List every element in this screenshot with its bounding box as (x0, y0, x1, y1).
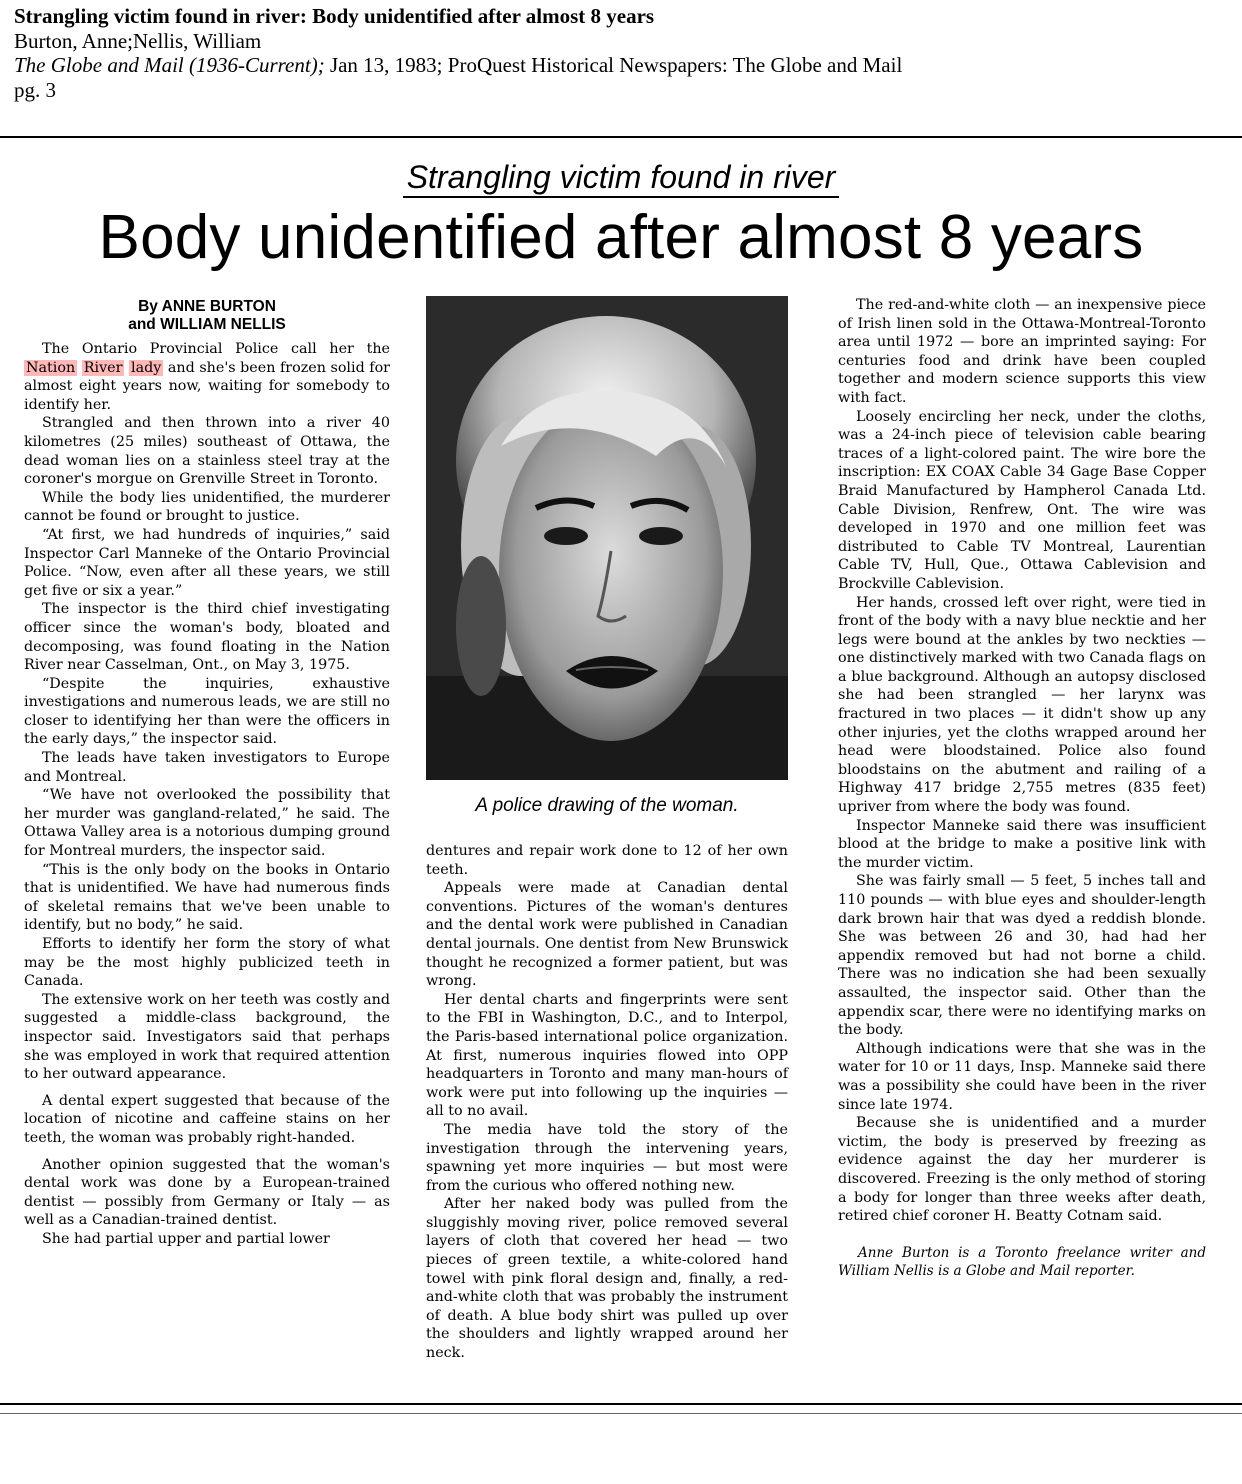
article-column-1 (24, 298, 390, 1249)
kicker-text: Strangling victim found in river (403, 159, 840, 198)
citation-page: pg. 3 (14, 77, 56, 102)
headline: Body unidentified after almost 8 years (98, 203, 1144, 272)
paragraph: The leads have taken investigators to Europe and Montreal. (24, 750, 390, 785)
paragraph: Appeals were made at Canadian dental conventions. Pictures of the woman's dentures and the dental work were published in Canadian dental journals. One dentist from New Brunswick thought he recognized a former patient, but was wrong. (426, 880, 788, 990)
paragraph: Her hands, crossed left over right, were tied in front of the body with a navy blue necktie and her legs were bound at the ankles by two neckties — one distinctively marked with two Canada flags on a blue background. Although an autopsy disclosed she had been strangled — her larynx was fractured in two places — it didn't show up any other injuries, yet the cloths wrapped around her head were bloodstained. Police also found bloodstains on the abutment and railing of a Highway 417 bridge 2,755 metres (835 feet) upriver from where the body was found. (838, 594, 1206, 816)
byline-author-2: and WILLIAM NELLIS (128, 316, 286, 333)
police-drawing-portrait (426, 296, 788, 780)
paragraph: Another opinion suggested that the woman's dental work was done by a European-trained dentist — possibly from Germany or Italy — as well as a Canadian-trained dentist. (24, 1156, 390, 1229)
bottom-divider-secondary (0, 1413, 1242, 1414)
citation-source (14, 53, 1224, 78)
lead-before: The Ontario Provincial Police call her the (42, 341, 390, 357)
article-column-3 (838, 296, 1206, 1280)
paragraph: Although indications were that she was in the water for 10 or 11 days, Insp. Manneke said there was a possibility she could have been in the river since late 1974. (838, 1040, 1206, 1113)
paragraph: “Despite the inquiries, exhaustive investigations and numerous leads, we are still no closer to identifying her than were the officers in the early days,” the inspector said. (24, 675, 390, 748)
paragraph: “We have not overlooked the possibility that her murder was gangland-related,” he said. The Ottawa Valley area is a notorious dumping ground for Montreal murders, the inspector said. (24, 787, 390, 860)
paragraph: Strangled and then thrown into a river 40 kilometres (25 miles) southeast of Ottawa, the dead woman lies on a stainless steel tray at the coroner's morgue on Grenville Street in Toronto. (24, 415, 390, 488)
paragraph: The red-and-white cloth — an inexpensive piece of Irish linen sold in the Ottawa-Montreal-Toronto area until 1972 — bore an imprinted saying: For centuries food and drink have been coupled together and modern science supports this view with fact. (838, 297, 1206, 406)
paragraph: She had partial upper and partial lower (42, 1230, 330, 1247)
paragraph: After her naked body was pulled from the sluggishly moving river, police removed several layers of cloth that covered her head — two pieces of green textile, a white-colored hand towel with pink floral design and, finally, a red-and-white cloth that was probably the instrument of death. A blue body shirt was pulled up over the shoulders and lightly wrapped around her neck. (426, 1196, 788, 1362)
citation-title: Strangling victim found in river: Body unidentified after almost 8 years (14, 4, 655, 28)
lead-after: and she's been frozen solid for almost eight years now, waiting for somebody to identify her. (24, 359, 391, 413)
police-drawing-image (426, 296, 788, 780)
citation-details: Jan 13, 1983; ProQuest Historical Newspapers: The Globe and Mail (324, 53, 903, 77)
lead-paragraph (24, 340, 390, 414)
byline (24, 298, 390, 334)
author-credit: Anne Burton is a Toronto freelance writer and William Nellis is a Globe and Mail reporter. (838, 1244, 1206, 1279)
highlight-nation: Nation (26, 359, 76, 376)
citation-block (14, 4, 1224, 102)
paragraph: The media have told the story of the investigation through the intervening years, spawning yet more inquiries — but most were from the curious who offered nothing new. (426, 1121, 788, 1194)
citation-publication: The Globe and Mail (1936-Current); (14, 53, 325, 77)
paragraph: “At first, we had hundreds of inquiries,” said Inspector Carl Manneke of the Ontario Provincial Police. “Now, even after all these years, we still get five or six a year.” (24, 526, 390, 599)
highlight-river: River (83, 359, 123, 376)
paragraph: Because she is unidentified and a murder victim, the body is preserved by freezing as evidence against the day her murderer is discovered. Freezing is the only method of storing a body for longer than three weeks after death, retired chief coroner H. Beatty Cotnam said. (838, 1115, 1206, 1225)
paragraph: Loosely encircling her neck, under the cloths, was a 24-inch piece of television cable bearing traces of a light-colored paint. The wire bore the inscription: EX COAX Cable 34 Gage Base Copper Braid Manufactured by Hampherol Canada Ltd. Cable Division, Renfrew, Ont. The wire was developed in 1970 and one million feet was distributed to Cable TV Montreal, Laurentian Cable TV, Hull, Que., Ottawa Cablevision and Brockville Cablevision. (838, 408, 1206, 592)
paragraph: She was fairly small — 5 feet, 5 inches tall and 110 pounds — with blue eyes and shoulder-length dark brown hair that was dyed a reddish blonde. She was between 26 and 30, had had her appendix removed but had not borne a child. There was no indication she had been sexually assaulted, the inspector said. Other than the appendix scar, there were no identifying marks on the body. (838, 873, 1206, 1039)
paragraph: While the body lies unidentified, the murderer cannot be found or brought to justice. (24, 489, 390, 525)
paragraph: Efforts to identify her form the story of what may be the most highly publicized teeth in Canada. (24, 936, 390, 990)
paragraph: The inspector is the third chief investigating officer since the woman's body, bloated and decomposing, was found floating in the Nation River near Casselman, Ont., on May 3, 1975. (24, 601, 390, 674)
paragraph: The extensive work on her teeth was costly and suggested a middle-class background, the inspector said. Investigators said that perhaps she was employed in work that required attention to her outward appearance. (24, 991, 390, 1083)
kicker (0, 157, 1242, 197)
article-column-2 (426, 842, 788, 1363)
paragraph: Her dental charts and fingerprints were sent to the FBI in Washington, D.C., and to Interpol, the Paris-based international police organization. At first, numerous inquiries flowed into OPP headquarters in Toronto and many man-hours of work were put into following up the inquiries — all to no avail. (426, 991, 788, 1120)
highlight-lady: lady (131, 359, 162, 376)
bottom-divider (0, 1403, 1242, 1405)
top-divider (0, 136, 1242, 138)
paragraph: A dental expert suggested that because of the location of nicotine and caffeine stains on her teeth, the woman was probably right-handed. (24, 1092, 390, 1146)
byline-author-1: By ANNE BURTON (138, 298, 276, 315)
paragraph: dentures and repair work done to 12 of her own teeth. (426, 843, 788, 878)
citation-authors: Burton, Anne;Nellis, William (14, 28, 262, 53)
paragraph: Inspector Manneke said there was insufficient blood at the bridge to make a positive link with the murder victim. (838, 817, 1206, 871)
photo-caption: A police drawing of the woman. (475, 795, 739, 816)
paragraph: “This is the only body on the books in Ontario that is unidentified. We have had numerous finds of skeletal remains that we've been unable to identify, but no body,” he said. (24, 861, 390, 934)
